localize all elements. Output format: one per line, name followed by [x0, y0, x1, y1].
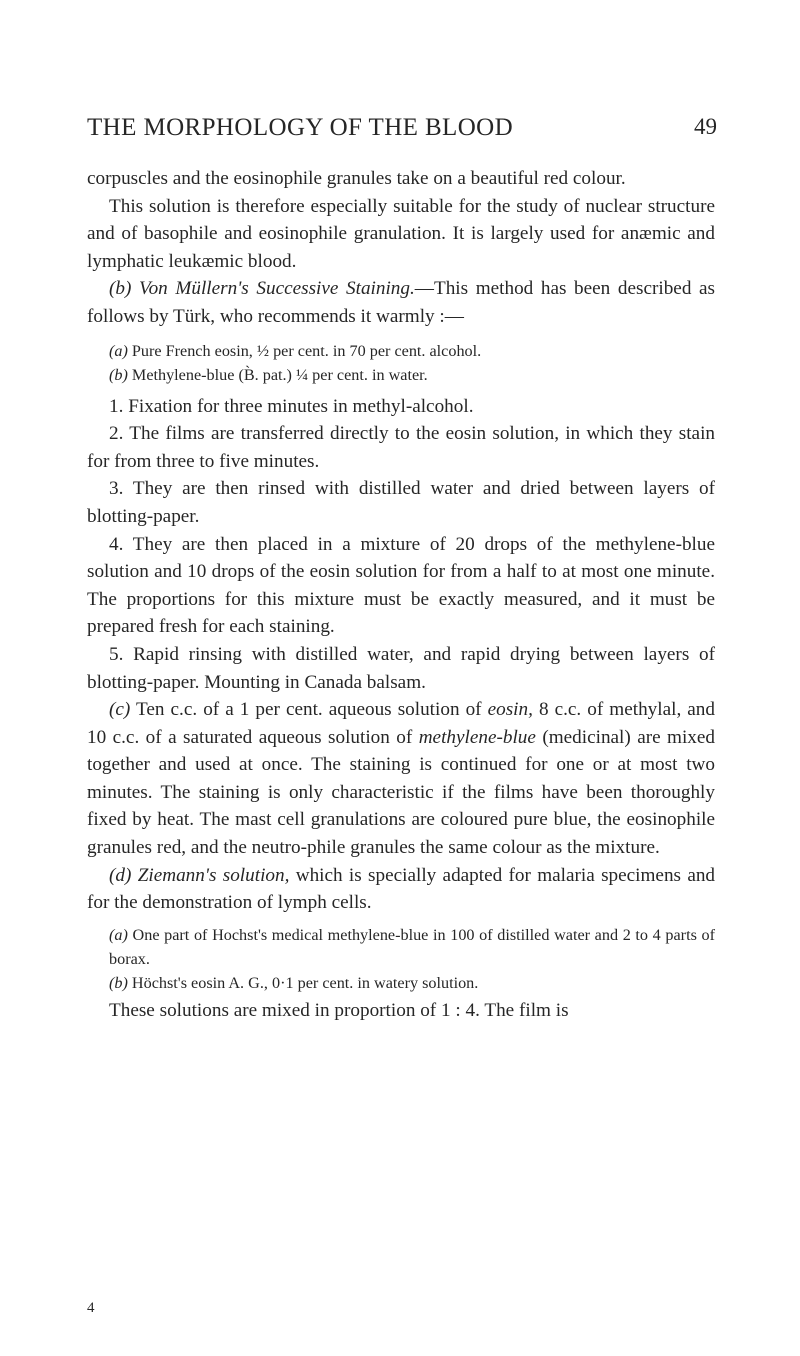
solution-label-a: (a)	[109, 341, 128, 360]
ziemann-text-a: One part of Hochst's medical methylene-blue in 100 of distilled water and 2 to 4 parts of borax.	[109, 925, 716, 968]
solution-item-b	[87, 363, 715, 387]
item-label-c: (c)	[109, 699, 131, 721]
solution-label-b: (b)	[109, 365, 128, 384]
step-3: 3. They are then rinsed with distilled water and dried between layers of blotting-paper.	[87, 478, 715, 527]
paragraph-solution-suitability: This solution is therefore especially suitable for the study of nuclear structure and of basophile and eosinophile granulation. It is largely used for anæmic and lymphatic leukæmic blood.	[87, 195, 715, 272]
solutions-list	[87, 339, 715, 387]
solution-text-b: Methylene-blue (B̀. pat.) ¼ per cent. in water.	[131, 365, 428, 384]
paragraph-ziemann	[87, 862, 715, 917]
page-number: 49	[694, 114, 717, 139]
method-description: —This method has been described as follows by Türk, who recommends it warmly :—	[87, 278, 716, 327]
method-c-methylene-blue: methylene-blue	[418, 726, 536, 748]
page-header	[87, 114, 717, 146]
paragraph-method-c	[87, 696, 715, 862]
ziemann-solution-a	[87, 923, 715, 971]
method-title-ziemann: Ziemann's solution,	[137, 864, 290, 886]
paragraph-continuation: corpuscles and the eosinophile granules take on a beautiful red colour.	[87, 168, 626, 189]
item-label-d: (d)	[109, 864, 132, 886]
ziemann-text-b: Höchst's eosin A. G., 0·1 per cent. in watery solution.	[131, 973, 479, 992]
method-title-von-mullern: Von Müllern's Successive Staining.	[139, 278, 415, 300]
ziemann-label-b: (b)	[109, 973, 128, 992]
ziemann-description: which is specially adapted for malaria specimens and for the demonstration of lymph cells.	[87, 864, 716, 914]
step-2: 2. The films are transferred directly to the eosin solution, in which they stain for from three to five minutes.	[87, 423, 715, 472]
step-4: 4. They are then placed in a mixture of 20 drops of the methylene-blue solution and 10 drops of the eosin solution for from a half to at most one minute. The proportions for this mixture must be exactly measured, and it must be prepared fresh for each staining.	[87, 533, 715, 638]
method-c-part1: Ten c.c. of a 1 per cent. aqueous solution of	[136, 699, 482, 721]
body-text	[87, 165, 715, 1024]
signature-mark: 4	[87, 1300, 95, 1316]
running-head: THE MORPHOLOGY OF THE BLOOD	[87, 114, 514, 141]
step-1: 1. Fixation for three minutes in methyl-alcohol.	[109, 395, 474, 417]
solution-text-a: Pure French eosin, ½ per cent. in 70 per cent. alcohol.	[131, 341, 482, 360]
ziemann-label-a: (a)	[109, 925, 128, 944]
method-c-part3: (medicinal) are mixed together and used at once. The staining is continued for one or at most two minutes. The staining is only characteristic if the films have been thoroughly fixed by heat. The mast cell granulations are coloured pure blue, the eosinophile granules red, and the neutro-phile granules the same colour as the mixture.	[87, 726, 716, 859]
method-c-part2: 8 c.c. of methylal, and 10 c.c. of a saturated aqueous solution of	[87, 699, 715, 748]
method-c-eosin: eosin,	[487, 699, 533, 721]
paragraph-von-mullern	[87, 275, 715, 330]
item-label-b: (b)	[109, 278, 132, 300]
step-5: 5. Rapid rinsing with distilled water, and rapid drying between layers of blotting-paper. Mounting in Canada balsam.	[87, 643, 715, 693]
paragraph-final: These solutions are mixed in proportion of 1 : 4. The film is	[109, 999, 569, 1021]
ziemann-solutions-list	[87, 923, 715, 995]
solution-item-a	[87, 339, 715, 363]
ziemann-solution-b	[87, 971, 715, 995]
